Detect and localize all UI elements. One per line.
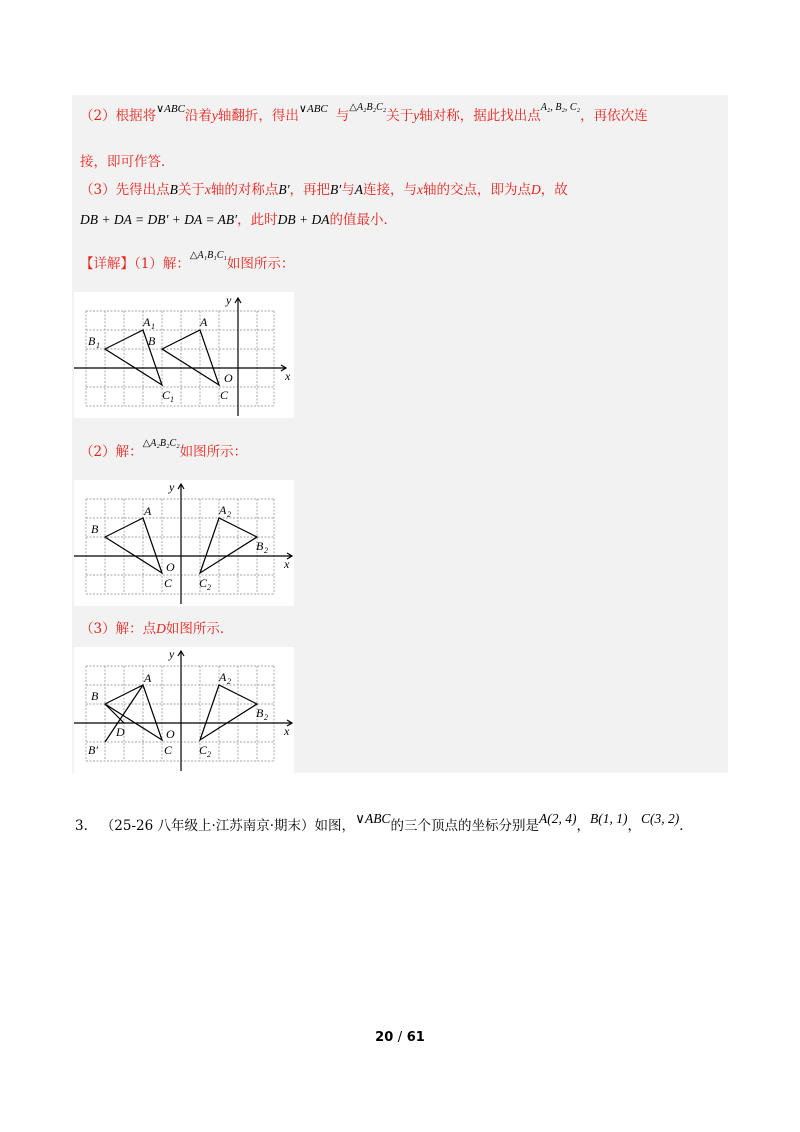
label-a: A — [200, 315, 208, 329]
var-x: x — [417, 182, 423, 197]
label-a1: A — [143, 315, 151, 329]
label-b2: B — [256, 539, 264, 553]
text: ． — [679, 818, 693, 834]
question-3 — [75, 811, 693, 834]
label-c1: C — [162, 388, 171, 402]
equation: DB + DA = DB′ + DA = AB′ — [80, 212, 238, 227]
text: 轴翻折，得出 — [217, 108, 299, 124]
text: 的值最小． — [329, 212, 397, 228]
var-d: D — [531, 182, 541, 197]
origin-label: O — [224, 371, 233, 385]
label-b1-sub: 1 — [96, 341, 100, 350]
points-a2b2c2: A₂, B₂, C₂ — [540, 102, 581, 113]
var-b-prime: B′ — [278, 182, 290, 197]
detail-line — [80, 250, 295, 276]
var-b: B — [169, 182, 178, 197]
text: 沿着 — [184, 108, 212, 124]
part3-hint-line1 — [80, 180, 568, 200]
text: 连接，与 — [363, 182, 417, 198]
page-separator: / — [397, 1030, 403, 1045]
label-c1-sub: 1 — [170, 395, 174, 404]
detail-bracket: 【详解】 — [80, 256, 134, 272]
text: 如图所示． — [165, 621, 234, 637]
equation: DB + DA — [277, 212, 330, 227]
label-b2: B — [256, 706, 264, 720]
coord-c: C(3, 2) — [640, 811, 680, 826]
label-a2-sub: 2 — [227, 510, 231, 519]
label-c: C — [164, 576, 173, 590]
text: ，故 — [540, 182, 568, 198]
var-b-prime: B′ — [330, 182, 342, 197]
label-a1-sub: 1 — [151, 322, 155, 331]
text: （2）解： — [80, 444, 143, 460]
triangle-a2b2c2: △A₂B₂C₂ — [142, 438, 180, 449]
sep: ， — [576, 818, 590, 834]
part2-answer-line — [80, 438, 248, 464]
text: 如图所示： — [179, 444, 248, 460]
label-c2-sub: 2 — [207, 750, 211, 759]
sep: ， — [627, 818, 641, 834]
triangle-abc: ∨ABC — [355, 811, 391, 826]
label-b: B — [148, 334, 156, 348]
label-b2-sub: 2 — [264, 713, 268, 722]
text: （1）解： — [134, 256, 190, 272]
part3-answer-line — [80, 619, 233, 639]
label-a2-sub: 2 — [227, 677, 231, 686]
part3-hint-line2 — [80, 210, 397, 230]
figure-3 — [74, 647, 294, 773]
question-number: 3. — [75, 818, 88, 834]
origin-label: O — [166, 560, 175, 574]
text: （2）根据将 — [80, 108, 157, 124]
page-total: 61 — [406, 1030, 425, 1045]
question-source: （25-26 八年级上·江苏南京·期末）如图， — [100, 818, 356, 834]
triangle-a2b2c2: △A₂B₂C₂ — [349, 102, 387, 113]
label-b2-sub: 2 — [264, 546, 268, 555]
axis-x-label: x — [285, 369, 291, 383]
label-c2: C — [199, 743, 208, 757]
label-b1: B — [88, 334, 96, 348]
part2-hint-line1 — [80, 102, 648, 128]
triangle-a1b1c1: △A₁B₁C₁ — [189, 250, 227, 261]
figure-2 — [74, 480, 294, 606]
label-c2-sub: 2 — [207, 583, 211, 592]
text: 与 — [335, 108, 350, 124]
label-b: B — [91, 689, 99, 703]
triangle-abc: ∨ABC — [298, 103, 328, 115]
label-a: A — [144, 671, 152, 685]
coord-a: A(2, 4) — [538, 811, 577, 826]
label-d: D — [116, 725, 125, 739]
text: 关于 — [386, 108, 414, 124]
axis-y-label: y — [169, 647, 175, 661]
page-current: 20 — [375, 1030, 394, 1045]
axis-y-label: y — [226, 293, 232, 307]
label-a2: A — [219, 670, 227, 684]
text: 关于 — [177, 182, 205, 198]
origin-label: O — [166, 727, 175, 741]
label-a: A — [144, 504, 152, 518]
text: ，再把 — [289, 182, 331, 198]
label-a2: A — [219, 503, 227, 517]
axis-x-label: x — [284, 557, 290, 571]
var-y: y — [413, 108, 420, 123]
text: 轴的对称点 — [210, 182, 279, 198]
label-b: B — [91, 522, 99, 536]
text: （3）先得出点 — [80, 182, 170, 198]
page-number — [0, 1030, 800, 1045]
label-c2: C — [199, 576, 208, 590]
text: 轴的交点，即为点 — [423, 182, 531, 198]
axis-x-label: x — [284, 724, 290, 738]
part2-hint-line2 — [80, 152, 175, 172]
text: 轴对称，据此找出点 — [419, 108, 541, 124]
label-c: C — [164, 743, 173, 757]
text: 与 — [341, 182, 355, 198]
coord-b: B(1, 1) — [589, 811, 628, 826]
axis-y-label: y — [169, 480, 175, 494]
text: 接，即可作答． — [80, 154, 175, 170]
label-b-prime: B′ — [88, 743, 98, 757]
figure-1 — [74, 292, 294, 418]
text: 如图所示： — [226, 256, 295, 272]
text: ，再依次连 — [580, 108, 648, 124]
text: ，此时 — [237, 212, 278, 228]
var-a: A — [354, 182, 363, 197]
var-y: y — [211, 108, 218, 123]
text: 的三个顶点的坐标分别是 — [390, 818, 539, 834]
text: （3）解：点 — [80, 621, 157, 637]
triangle-abc: ∨ABC — [156, 103, 185, 115]
var-d: D — [156, 621, 166, 636]
label-c: C — [220, 388, 229, 402]
var-x: x — [204, 182, 211, 197]
